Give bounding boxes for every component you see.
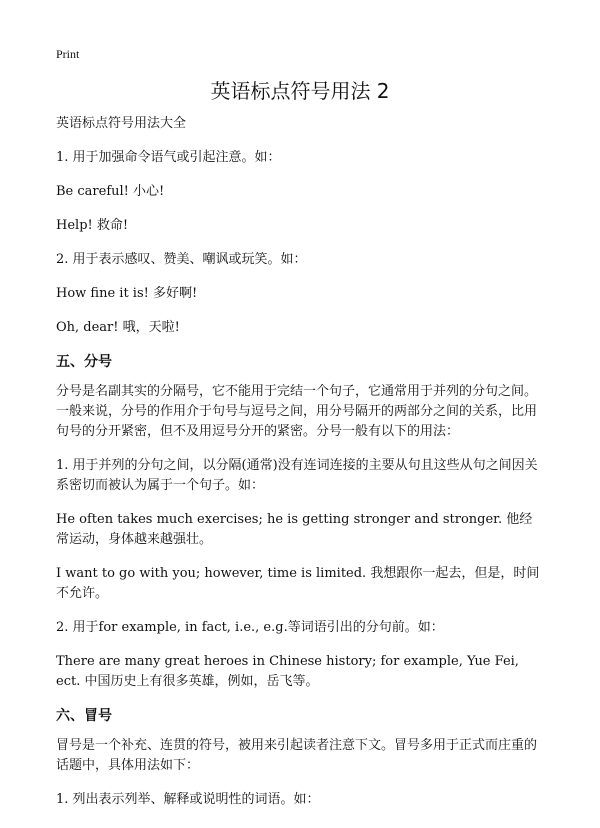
section-item-semicolon-1: 1. 用于并列的分句之间，以分隔(通常)没有连词连接的主要从句且这些从句之间因关系密切而被认为属于一个句子。如：: [56, 458, 538, 493]
paragraph: Oh, dear! 哦，天啦!: [56, 320, 180, 335]
section-heading-colon: 六、冒号: [56, 708, 112, 724]
paragraph: 2. 用于表示感叹、赞美、嘲讽或玩笑。如：: [56, 252, 307, 267]
paragraph: Help! 救命!: [56, 218, 129, 233]
example-text: I want to go with you; however, time is limited. 我想跟你一起去，但是，时间不允许。: [56, 566, 540, 601]
section-heading-semicolon: 五、分号: [56, 354, 112, 370]
document-title: 英语标点符号用法 2: [210, 79, 390, 103]
paragraph: Be careful! 小心!: [56, 184, 165, 199]
document-subtitle: 英语标点符号用法大全: [56, 116, 187, 131]
example-text: There are many great heroes in Chinese history; for example, Yue Fei, ect. 中国历史上有很多英雄，例如，岳飞等。: [56, 654, 519, 689]
section-intro-semicolon: 分号是名副其实的分隔号，它不能用于完结一个句子，它通常用于并列的分句之间。一般来说，分号的作用介于句号与逗号之间，用分号隔开的两部分之间的关系，比用句号的分开紧密，但不及用逗号分开的紧密。分号一般有以下的用法：: [56, 384, 538, 439]
section-item-colon-1: 1. 列出表示列举、解释或说明性的词语。如：: [56, 792, 320, 807]
section-item-semicolon-2: 2. 用于for example, in fact, i.e., e.g.等词语引出的分句前。如：: [56, 620, 444, 635]
paragraph: How fine it is! 多好啊!: [56, 286, 198, 301]
paragraph: 1. 用于加强命令语气或引起注意。如：: [56, 150, 281, 165]
section-intro-colon: 冒号是一个补充、连贯的符号，被用来引起读者注意下文。冒号多用于正式而庄重的话题中，具体用法如下：: [56, 738, 538, 773]
print-label: Print: [56, 47, 80, 61]
example-text: He often takes much exercises; he is getting stronger and stronger. 他经常运动，身体越来越强壮。: [56, 512, 533, 547]
